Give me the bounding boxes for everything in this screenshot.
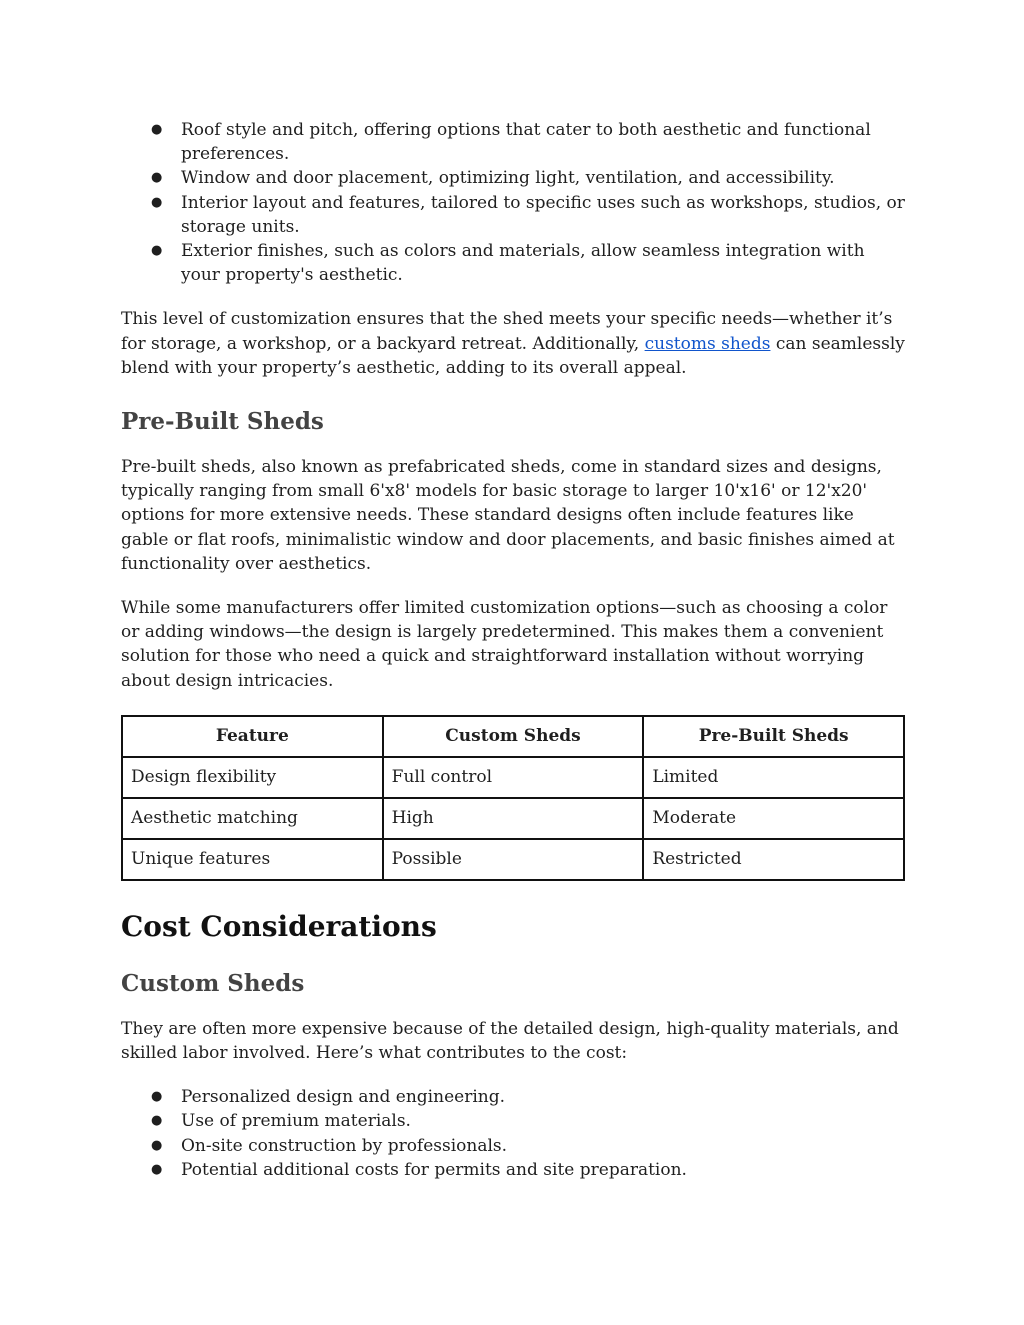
pre-built-sheds-heading: Pre-Built Sheds — [121, 408, 324, 436]
table-header: Custom Sheds — [383, 716, 644, 757]
list-item: ● Potential additional costs for permits and site preparation. — [121, 1158, 905, 1182]
table-cell: Moderate — [643, 798, 904, 839]
cost-considerations-heading: Cost Considerations — [121, 909, 437, 943]
pre-built-paragraph-2: While some manufacturers offer limited customization options—such as choosing a color or adding windows—the design is largely predetermined. This makes them a convenient solution for those who need a quick and straightforward installation without worrying about design intricacies. — [121, 598, 888, 691]
table-cell: Design flexibility — [122, 757, 383, 798]
pre-built-paragraph-1: Pre-built sheds, also known as prefabricated sheds, come in standard sizes and designs, typically ranging from small 6'x8' models for basic storage to larger 10'x16' or 12'x20' options for more extensive needs. These standard designs often include features like gable or flat roofs, minimalistic window and door placements, and basic finishes aimed at functionality over aesthetics. — [121, 457, 895, 574]
list-item: ● Use of premium materials. — [121, 1109, 905, 1133]
table-cell: Possible — [383, 839, 644, 880]
table-header-row — [122, 716, 904, 757]
bullet-icon: ● — [151, 243, 163, 259]
table-cell: Full control — [383, 757, 644, 798]
bullet-icon: ● — [151, 194, 163, 210]
table-cell: Aesthetic matching — [122, 798, 383, 839]
list-item: ● Exterior finishes, such as colors and materials, allow seamless integration with your property's aesthetic. — [151, 241, 865, 286]
list-item: ● Window and door placement, optimizing light, ventilation, and accessibility. — [121, 166, 905, 190]
bullet-icon: ● — [151, 122, 163, 137]
bullet-icon: ● — [151, 1161, 163, 1177]
list-item: ● Interior layout and features, tailored to specific uses such as workshops, studios, or storage units. — [151, 192, 905, 237]
table-cell: Restricted — [643, 839, 904, 880]
customization-options-list — [121, 118, 905, 287]
table-cell: Limited — [643, 757, 904, 798]
cost-factors-list — [121, 1085, 905, 1182]
bullet-icon: ● — [151, 1089, 163, 1105]
bullet-icon: ● — [151, 1113, 163, 1129]
bullet-icon: ● — [151, 1137, 163, 1153]
list-item: ● Roof style and pitch, offering options that cater to both aesthetic and functional preferences. — [151, 120, 871, 165]
table-header: Feature — [122, 716, 383, 757]
bullet-icon: ● — [151, 170, 163, 186]
table-row — [122, 839, 904, 880]
table-row — [122, 757, 904, 798]
list-item: ● On-site construction by professionals. — [121, 1134, 905, 1158]
table-cell: Unique features — [122, 839, 383, 880]
customization-paragraph: This level of customization ensures that the shed meets your specific needs—whether it’s for storage, a workshop, or a backyard retreat. Additionally, customs sheds can seamlessly blend with your property’s aesthetic, adding to its overall appeal. — [121, 309, 905, 378]
custom-sheds-heading: Custom Sheds — [121, 969, 305, 997]
comparison-table — [121, 715, 905, 881]
customs-sheds-link[interactable]: customs sheds — [644, 333, 771, 354]
table-cell: High — [383, 798, 644, 839]
table-row — [122, 798, 904, 839]
cost-paragraph: They are often more expensive because of the detailed design, high-quality materials, and skilled labor involved. Here’s what contributes to the cost: — [121, 1018, 899, 1064]
list-item: ● Personalized design and engineering. — [121, 1085, 905, 1109]
document-page — [121, 118, 905, 1182]
table-header: Pre-Built Sheds — [643, 716, 904, 757]
